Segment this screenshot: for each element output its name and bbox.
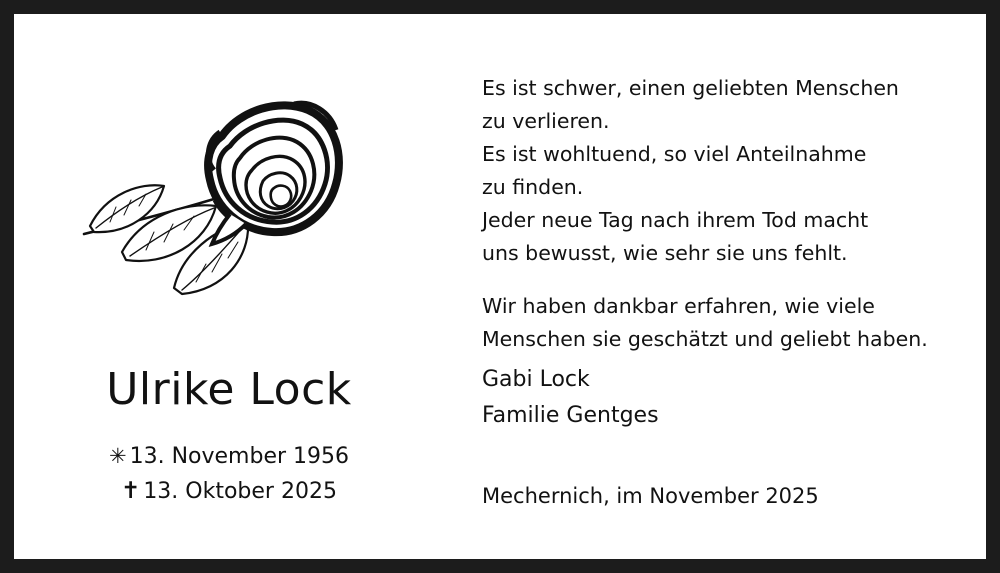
birth-date-text: 13. November 1956	[129, 444, 350, 469]
rose-flower-illustration-icon	[44, 74, 344, 304]
verse-line: Menschen sie geschätzt und geliebt haben.	[482, 327, 928, 351]
deceased-name: Ulrike Lock	[106, 364, 352, 415]
obituary-card	[14, 14, 986, 559]
death-date-text: 13. Oktober 2025	[143, 479, 337, 504]
signer-name: Familie Gentges	[482, 403, 659, 428]
signers-list	[482, 362, 976, 434]
left-column	[14, 14, 444, 559]
death-date-line	[14, 474, 444, 509]
stanza-spacer	[482, 270, 976, 290]
verse-line: zu finden.	[482, 175, 584, 199]
verse-line: Wir haben dankbar erfahren, wie viele	[482, 294, 875, 318]
verse-line: Jeder neue Tag nach ihrem Tod macht	[482, 208, 869, 232]
signer-name: Gabi Lock	[482, 367, 590, 392]
birth-date-line	[14, 439, 444, 474]
verse-line: uns bewusst, wie sehr sie uns fehlt.	[482, 241, 848, 265]
place-and-date: Mechernich, im November 2025	[482, 484, 819, 508]
verse-line: zu verlieren.	[482, 109, 610, 133]
memorial-verse	[482, 72, 976, 356]
death-cross-icon: ✝	[121, 478, 141, 504]
life-dates	[14, 439, 444, 509]
right-column	[482, 14, 976, 559]
verse-line: Es ist schwer, einen geliebten Menschen	[482, 76, 899, 100]
birth-star-icon: ✳	[108, 444, 127, 468]
verse-line: Es ist wohltuend, so viel Anteilnahme	[482, 142, 867, 166]
